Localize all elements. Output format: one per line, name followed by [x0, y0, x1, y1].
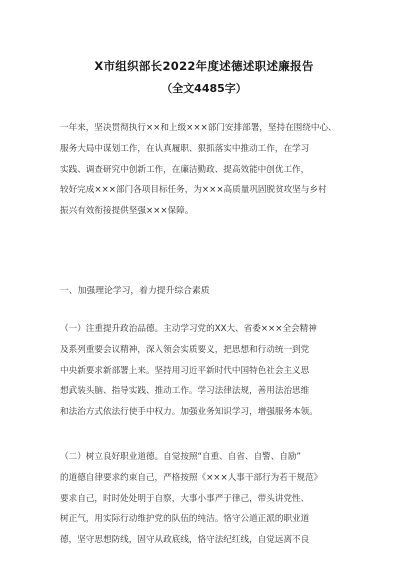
text-line: 较好完成×××部门各项目标任务，为×××高质量巩固脱贫攻坚与乡村 [60, 185, 327, 196]
text-line: 要求自己，时时处处明于自察，大事小事严于律己，带头讲党性、 [60, 493, 310, 504]
text-line: 服务大局中谋划工作，在认真履职、狠抓落实中推动工作，在学习 [60, 143, 310, 154]
text-line: （二）树立良好职业道德。自觉按照“自重、自省、自警、自励” [60, 452, 301, 462]
subsection-2-paragraph [60, 447, 360, 551]
text-line: 中央新要求新部署上来。坚持用习近平新时代中国特色社会主义思 [60, 365, 310, 376]
text-line: 振兴有效衔接提供坚强×××保障。 [60, 206, 194, 217]
text-line: （一）注重提升政治品德。主动学习党的XX大、省委×××全会精神 [60, 324, 317, 334]
text-line: 德，坚守思想防线，固守从政底线，恪守法纪红线，自觉远离不良 [60, 535, 310, 546]
section-heading: 一、加强理论学习，着力提升综合素质 [60, 286, 210, 296]
text-line: 实践、调查研究中创新工作，在廉洁勤政、提高效能中创优工作， [60, 164, 310, 175]
text-line: 树正气，用实际行动维护党的队伍的纯洁。恪守公道正派的职业道 [60, 514, 310, 525]
text-line: 和法治方式依法行使手中权力。加强业务知识学习，增强服务本领。 [60, 407, 318, 418]
text-line: 一年来，坚决贯彻执行××和上级×××部门安排部署，坚持在围绕中心、 [60, 123, 337, 133]
document-title: X市组织部长2022年度述德述职述廉报告 [94, 59, 314, 73]
subsection-1-paragraph [60, 319, 360, 423]
intro-paragraph [60, 118, 360, 222]
text-line: 及系列重要会议精神，深入领会实质要义，把思想和行动统一到党 [60, 344, 310, 355]
document-subtitle: （全文4485字） [161, 82, 247, 95]
text-line: 想武装头脑、指导实践、推动工作。学习法律法规，善用法治思维 [60, 386, 310, 397]
text-line: 的道德自律要求约束自己，严格按照《×××人事干部行为若干规范》 [60, 472, 323, 483]
